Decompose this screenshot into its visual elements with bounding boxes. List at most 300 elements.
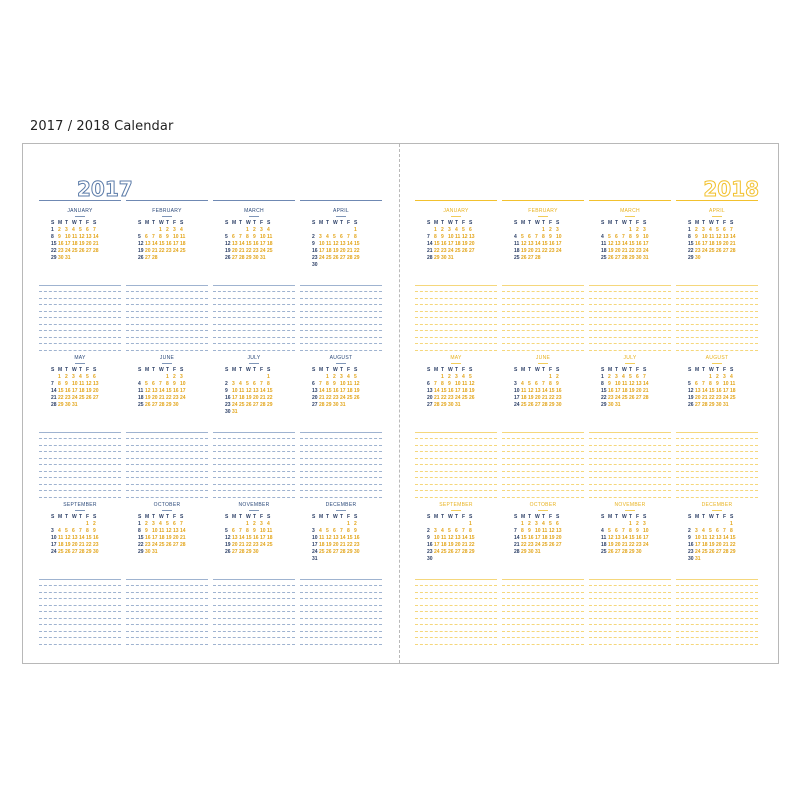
day-number: 15 [434, 241, 440, 247]
day-number: 28 [260, 402, 266, 408]
weekday-letter: S [354, 220, 358, 226]
day-number: 26 [166, 542, 172, 548]
day-number: 23 [556, 395, 562, 401]
empty-day [326, 227, 333, 234]
note-lines [502, 573, 584, 645]
day-number: 9 [253, 528, 256, 534]
month-may [415, 355, 497, 409]
day-number: 9 [528, 528, 531, 534]
empty-day [239, 227, 246, 234]
day-number: 10 [65, 234, 71, 240]
day-number: 9 [354, 528, 357, 534]
day-number: 11 [462, 381, 468, 387]
day-number: 26 [608, 549, 614, 555]
note-lines [126, 573, 208, 645]
day-number: 28 [535, 255, 541, 261]
weekday-letter: S [312, 514, 316, 520]
month-august [300, 355, 382, 409]
day-number: 21 [542, 395, 548, 401]
day-number: 22 [542, 248, 548, 254]
day-number: 13 [528, 241, 534, 247]
day-number: 20 [695, 395, 701, 401]
note-line [676, 638, 758, 645]
weekday-letter: S [225, 367, 229, 373]
day-number: 30 [608, 402, 614, 408]
day-number: 5 [65, 528, 68, 534]
weekday-letter: W [72, 220, 77, 226]
day-number: 6 [615, 528, 618, 534]
day-number: 8 [601, 381, 604, 387]
day-number: 20 [427, 395, 433, 401]
weekday-letter: T [716, 514, 720, 520]
day-number: 24 [702, 248, 708, 254]
weekday-letter: T [629, 514, 633, 520]
day-number: 12 [549, 528, 555, 534]
day-number: 26 [326, 549, 332, 555]
weekday-letter: W [622, 514, 627, 520]
day-number: 4 [58, 528, 61, 534]
day-number: 29 [354, 255, 360, 261]
day-number: 9 [608, 381, 611, 387]
weekday-letter: T [702, 220, 706, 226]
weekday-header [427, 514, 497, 521]
day-number: 14 [239, 535, 245, 541]
day-number: 5 [86, 374, 89, 380]
day-number: 4 [267, 521, 270, 527]
weekday-letter: W [246, 220, 251, 226]
day-number: 8 [709, 381, 712, 387]
day-number: 18 [79, 388, 85, 394]
day-number: 21 [239, 542, 245, 548]
weekday-letter: W [535, 367, 540, 373]
day-number: 30 [145, 549, 151, 555]
day-grid [312, 374, 382, 409]
day-number: 18 [267, 535, 273, 541]
day-number: 7 [319, 381, 322, 387]
day-number: 30 [312, 262, 318, 268]
day-number: 6 [253, 381, 256, 387]
day-number: 10 [535, 528, 541, 534]
day-number: 28 [427, 255, 433, 261]
day-number: 18 [709, 241, 715, 247]
empty-day [427, 227, 434, 234]
day-number: 14 [93, 234, 99, 240]
day-number: 1 [521, 521, 524, 527]
note-lines [502, 279, 584, 351]
day-number: 14 [622, 535, 628, 541]
day-number: 6 [723, 227, 726, 233]
day-number: 8 [469, 528, 472, 534]
weekday-letter: F [462, 220, 466, 226]
empty-day [514, 521, 521, 528]
day-number: 31 [340, 402, 346, 408]
day-number: 6 [173, 521, 176, 527]
day-number: 31 [232, 409, 238, 415]
day-number: 26 [528, 402, 534, 408]
day-number: 1 [469, 521, 472, 527]
day-number: 29 [51, 255, 57, 261]
year-title: 2017 [77, 177, 133, 201]
day-number: 1 [354, 227, 357, 233]
day-number: 3 [695, 528, 698, 534]
day-number: 13 [615, 535, 621, 541]
day-number: 6 [636, 374, 639, 380]
day-number: 23 [636, 542, 642, 548]
day-number: 12 [79, 234, 85, 240]
day-number: 20 [86, 241, 92, 247]
day-grid [514, 227, 584, 262]
weekday-letter: M [695, 367, 700, 373]
day-number: 9 [441, 234, 444, 240]
day-number: 17 [695, 542, 701, 548]
weekday-letter: M [319, 367, 324, 373]
day-number: 21 [702, 395, 708, 401]
day-number: 3 [615, 374, 618, 380]
weekday-letter: S [469, 514, 473, 520]
day-number: 24 [152, 542, 158, 548]
empty-day [434, 521, 441, 528]
day-number: 7 [535, 234, 538, 240]
weekday-letter: S [601, 367, 605, 373]
day-number: 30 [441, 255, 447, 261]
day-number: 15 [521, 535, 527, 541]
day-number: 8 [549, 381, 552, 387]
day-number: 23 [354, 542, 360, 548]
day-number: 18 [514, 248, 520, 254]
day-number: 26 [521, 255, 527, 261]
day-number: 17 [340, 388, 346, 394]
day-number: 24 [448, 248, 454, 254]
empty-day [528, 374, 535, 381]
day-number: 29 [441, 402, 447, 408]
weekday-letter: W [535, 220, 540, 226]
weekday-letter: T [542, 367, 546, 373]
weekday-letter: F [260, 220, 264, 226]
weekday-header [51, 220, 121, 227]
day-grid [138, 227, 208, 262]
day-number: 29 [86, 549, 92, 555]
month-october [126, 502, 208, 556]
empty-day [225, 521, 232, 528]
weekday-letter: S [180, 367, 184, 373]
weekday-letter: M [608, 220, 613, 226]
day-grid [51, 521, 121, 556]
weekday-letter: S [469, 367, 473, 373]
day-number: 17 [448, 241, 454, 247]
day-number: 5 [326, 528, 329, 534]
day-number: 10 [180, 381, 186, 387]
note-lines [502, 426, 584, 498]
day-number: 17 [723, 388, 729, 394]
day-number: 6 [93, 374, 96, 380]
day-number: 12 [469, 381, 475, 387]
day-number: 4 [709, 227, 712, 233]
day-grid [225, 374, 295, 416]
day-number: 10 [695, 535, 701, 541]
weekday-letter: T [455, 220, 459, 226]
note-line [126, 638, 208, 645]
day-number: 28 [347, 255, 353, 261]
day-number: 17 [434, 542, 440, 548]
day-number: 21 [340, 542, 346, 548]
weekday-letter: F [86, 514, 90, 520]
day-number: 29 [709, 402, 715, 408]
day-number: 26 [709, 549, 715, 555]
day-number: 24 [556, 248, 562, 254]
day-number: 9 [688, 535, 691, 541]
day-number: 24 [643, 542, 649, 548]
day-number: 13 [615, 241, 621, 247]
month-september [39, 502, 121, 556]
empty-day [427, 521, 434, 528]
header-rule-segment [213, 200, 295, 201]
day-number: 27 [232, 255, 238, 261]
day-grid [51, 227, 121, 262]
weekday-header [225, 514, 295, 521]
day-number: 25 [58, 549, 64, 555]
day-number: 17 [455, 388, 461, 394]
day-number: 13 [86, 234, 92, 240]
day-number: 17 [260, 241, 266, 247]
day-number: 17 [643, 241, 649, 247]
day-number: 18 [180, 241, 186, 247]
day-number: 5 [246, 381, 249, 387]
weekday-letter: T [340, 220, 344, 226]
day-number: 15 [549, 388, 555, 394]
weekday-letter: F [636, 367, 640, 373]
day-number: 20 [333, 542, 339, 548]
day-number: 7 [340, 528, 343, 534]
note-line [676, 491, 758, 498]
day-number: 6 [152, 381, 155, 387]
month-august [676, 355, 758, 409]
note-lines [300, 279, 382, 351]
day-number: 18 [601, 542, 607, 548]
day-number: 29 [434, 255, 440, 261]
day-number: 2 [636, 227, 639, 233]
day-number: 12 [326, 535, 332, 541]
weekday-letter: T [455, 367, 459, 373]
day-number: 12 [608, 535, 614, 541]
month-name: JULY [247, 355, 261, 361]
day-number: 27 [455, 549, 461, 555]
day-number: 6 [535, 381, 538, 387]
day-number: 31 [643, 255, 649, 261]
empty-day [239, 374, 246, 381]
day-number: 27 [716, 549, 722, 555]
day-number: 4 [441, 528, 444, 534]
day-number: 3 [556, 227, 559, 233]
day-number: 17 [51, 542, 57, 548]
day-number: 5 [709, 528, 712, 534]
day-number: 7 [462, 528, 465, 534]
day-number: 23 [608, 395, 614, 401]
day-number: 1 [246, 521, 249, 527]
day-number: 5 [333, 234, 336, 240]
day-number: 12 [448, 535, 454, 541]
day-number: 7 [347, 234, 350, 240]
day-number: 6 [528, 234, 531, 240]
day-number: 21 [79, 542, 85, 548]
day-number: 21 [535, 248, 541, 254]
day-number: 6 [312, 381, 315, 387]
page-2017 [39, 144, 383, 663]
day-number: 3 [180, 374, 183, 380]
day-number: 9 [427, 535, 430, 541]
day-number: 16 [312, 248, 318, 254]
weekday-letter: M [521, 220, 526, 226]
day-number: 2 [688, 528, 691, 534]
month-underline [625, 216, 635, 217]
day-number: 7 [542, 381, 545, 387]
day-number: 2 [549, 227, 552, 233]
day-number: 26 [688, 402, 694, 408]
day-number: 27 [152, 402, 158, 408]
empty-day [622, 227, 629, 234]
day-number: 21 [51, 395, 57, 401]
weekday-letter: W [709, 220, 714, 226]
weekday-letter: S [514, 514, 518, 520]
day-number: 22 [629, 248, 635, 254]
weekday-letter: T [326, 367, 330, 373]
empty-day [319, 521, 326, 528]
header-rule-segment [39, 200, 121, 201]
day-number: 28 [340, 549, 346, 555]
page-caption: 2017 / 2018 Calendar [30, 119, 174, 134]
day-number: 21 [319, 395, 325, 401]
day-number: 25 [180, 248, 186, 254]
weekday-letter: S [643, 514, 647, 520]
day-number: 6 [695, 381, 698, 387]
day-number: 14 [51, 388, 57, 394]
day-number: 13 [232, 241, 238, 247]
day-number: 10 [448, 234, 454, 240]
day-number: 16 [448, 388, 454, 394]
empty-day [232, 374, 239, 381]
weekday-letter: F [173, 220, 177, 226]
day-number: 29 [549, 402, 555, 408]
weekday-letter: T [239, 514, 243, 520]
day-number: 14 [340, 535, 346, 541]
weekday-letter: W [622, 220, 627, 226]
day-number: 24 [72, 395, 78, 401]
note-lines [300, 426, 382, 498]
day-number: 1 [326, 374, 329, 380]
month-underline [249, 510, 259, 511]
empty-day [347, 227, 354, 234]
day-number: 25 [730, 395, 736, 401]
day-number: 26 [608, 255, 614, 261]
weekday-letter: S [180, 220, 184, 226]
empty-day [340, 521, 347, 528]
day-number: 17 [556, 241, 562, 247]
weekday-letter: T [716, 220, 720, 226]
day-number: 8 [51, 234, 54, 240]
weekday-letter: M [58, 514, 63, 520]
month-name: OCTOBER [529, 502, 557, 508]
month-name: FEBRUARY [528, 208, 558, 214]
day-number: 28 [514, 549, 520, 555]
empty-day [79, 521, 86, 528]
month-underline [75, 216, 85, 217]
day-number: 12 [246, 388, 252, 394]
day-number: 18 [347, 388, 353, 394]
day-number: 4 [462, 374, 465, 380]
day-number: 20 [556, 535, 562, 541]
weekday-letter: W [622, 367, 627, 373]
day-number: 19 [608, 248, 614, 254]
month-november [589, 502, 671, 556]
day-number: 30 [448, 402, 454, 408]
day-number: 21 [180, 535, 186, 541]
day-number: 20 [723, 241, 729, 247]
day-number: 9 [93, 528, 96, 534]
weekday-letter: T [340, 367, 344, 373]
day-number: 24 [434, 549, 440, 555]
day-number: 22 [159, 248, 165, 254]
day-number: 5 [521, 234, 524, 240]
day-number: 6 [427, 381, 430, 387]
day-number: 16 [608, 388, 614, 394]
weekday-letter: S [514, 220, 518, 226]
weekday-header [427, 220, 497, 227]
day-number: 1 [58, 374, 61, 380]
day-number: 2 [253, 521, 256, 527]
day-number: 28 [319, 402, 325, 408]
note-line [589, 638, 671, 645]
day-number: 19 [709, 542, 715, 548]
empty-day [535, 227, 542, 234]
day-number: 5 [549, 521, 552, 527]
day-number: 1 [267, 374, 270, 380]
weekday-letter: S [688, 220, 692, 226]
day-number: 16 [225, 395, 231, 401]
day-number: 21 [159, 395, 165, 401]
day-number: 2 [528, 521, 531, 527]
day-number: 6 [615, 234, 618, 240]
day-number: 31 [448, 255, 454, 261]
weekday-letter: M [608, 514, 613, 520]
weekday-letter: M [695, 220, 700, 226]
day-number: 5 [629, 374, 632, 380]
day-number: 5 [225, 234, 228, 240]
day-number: 23 [333, 395, 339, 401]
day-number: 28 [152, 255, 158, 261]
day-number: 1 [159, 227, 162, 233]
day-number: 27 [86, 248, 92, 254]
day-number: 25 [601, 549, 607, 555]
month-name: JANUARY [67, 208, 93, 214]
day-number: 24 [51, 549, 57, 555]
weekday-letter: S [138, 514, 142, 520]
day-number: 24 [173, 248, 179, 254]
day-number: 30 [695, 255, 701, 261]
day-number: 21 [427, 248, 433, 254]
weekday-letter: T [166, 514, 170, 520]
day-grid [514, 521, 584, 556]
day-number: 12 [528, 388, 534, 394]
day-number: 4 [514, 234, 517, 240]
day-number: 14 [152, 241, 158, 247]
day-number: 3 [260, 227, 263, 233]
day-number: 23 [58, 248, 64, 254]
empty-day [601, 227, 608, 234]
day-number: 25 [709, 248, 715, 254]
day-number: 15 [166, 388, 172, 394]
day-number: 25 [138, 402, 144, 408]
weekday-letter: M [521, 367, 526, 373]
day-number: 29 [267, 402, 273, 408]
